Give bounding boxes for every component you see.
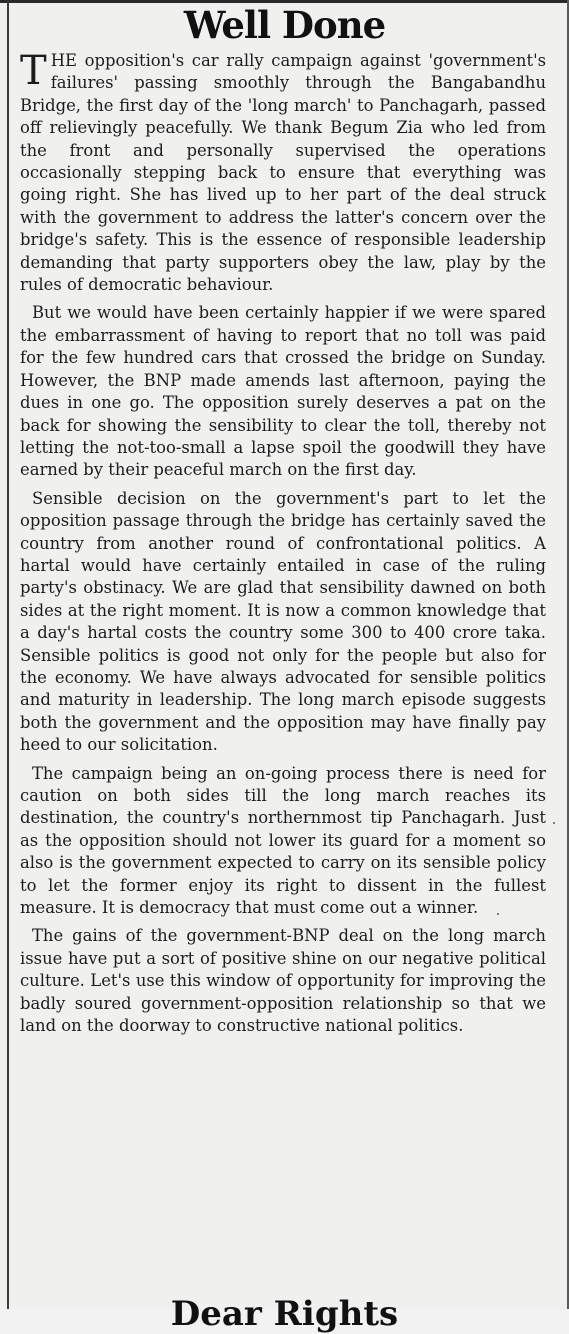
paragraph-5: The gains of the government-BNP deal on the long march issue have put a sort of positive shine on our negative political culture. Let's use this window of opportunity for improving the badly soured government-opposition relationship so that we land on the doorway to constructive national politics. xyxy=(20,926,546,1036)
paragraph-2: But we would have been certainly happier if we were spared the embarrassment of having to report that no toll was paid for the few hundred cars that crossed the bridge on Sunday. However, the BNP made amends last afternoon, paying the dues in one go. The opposition surely deserves a pat on the back for showing the sensibility to clear the toll, thereby not letting the not-too-small a lapse spoil the goodwill they have earned by their peaceful march on the first day. xyxy=(20,303,546,480)
left-column-rule xyxy=(7,0,9,1309)
next-article-headline-cropped: Dear Rights xyxy=(170,1294,399,1334)
print-speck xyxy=(497,913,499,915)
print-speck xyxy=(553,822,555,824)
paragraph-3: Sensible decision on the government's part to let the opposition passage through the bridge has certainly saved the country from another round of confrontational politics. A hartal would have certainly entailed in case of the ruling party's obstinacy. We are glad that sensibility dawned on both sides at the right moment. It is now a common knowledge that a day's hartal costs the country some 300 to 400 crore taka. Sensible politics is good not only for the people but also for the economy. We have always advocated for sensible politics and maturity in leadership. The long march episode suggests both the government and the opposition may have finally pay heed to our solicitation. xyxy=(20,488,546,755)
editorial-headline: Well Done xyxy=(183,3,386,47)
paragraph-4: The campaign being an on-going process there is need for caution on both sides till the long march reaches its destination, the country's northernmost tip Panchagarh. Just as the opposition should not lower its guard for a moment so also is the government expected to carry on its sensible policy to let the former enjoy its right to dissent in the fullest measure. It is democracy that must come out a winner. xyxy=(20,763,546,918)
paragraph-1: THE opposition's car rally campaign against 'government's failures' passing smoothly through the Bangabandhu Bridge, the first day of the 'long march' to Panchagarh, passed off relievingly peacefully. We thank Begum Zia who led from the front and personally supervised the operations occasionally stepping back to ensure that everything was going right. She has lived up to her part of the deal struck with the government to address the latter's concern over the bridge's safety. This is the essence of responsible leadership demanding that party supporters obey the law, play by the rules of democratic behaviour. xyxy=(20,48,546,295)
editorial-body xyxy=(20,50,546,1043)
